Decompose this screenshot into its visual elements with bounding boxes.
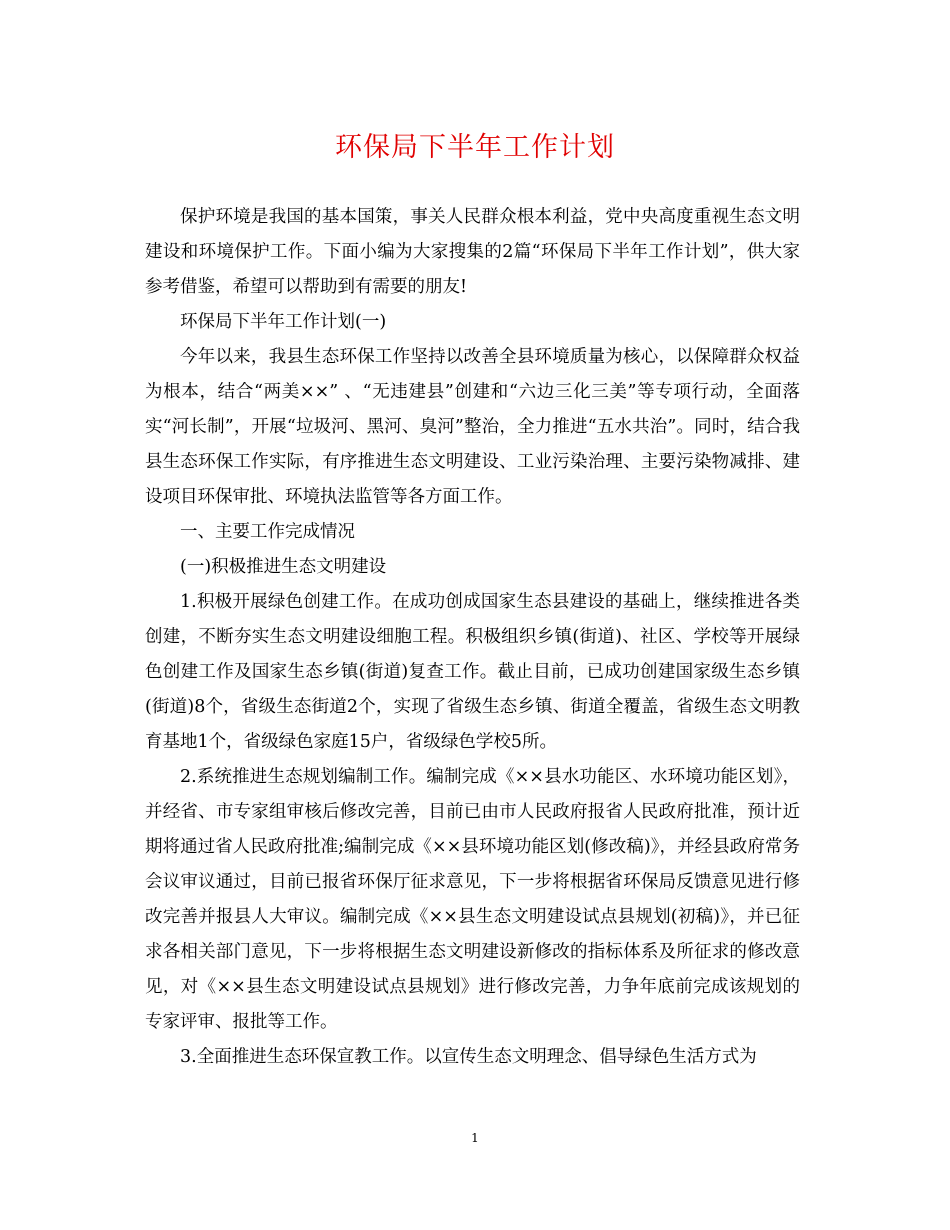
section-heading-plan-one: 环保局下半年工作计划(一): [180, 312, 387, 332]
overview-paragraph: 今年以来，我县生态环保工作坚持以改善全县环境质量为核心，以保障群众权益为根本，结合“两美××” 、“无违建县”创建和“六边三化三美”等专项行动，全面落实“河长制”，开展“垃圾河、黑河、臭河”整治，全力推进“五水共治”。同时，结合我县生态环保工作实际，有序推进生态文明建设、工业污染治理、主要污染物减排、建设项目环保审批、环境执法监管等各方面工作。: [145, 347, 800, 507]
subsection-heading-eco-civilization: (一)积极推进生态文明建设: [180, 557, 387, 577]
item-eco-planning: 2.系统推进生态规划编制工作。编制完成《××县水功能区、水环境功能区划》，并经省、市专家组审核后修改完善，目前已由市人民政府报省人民政府批准，预计近期将通过省人民政府批准;编制完成《××县环境功能区划(修改稿)》，并经县政府常务会议审议通过，目前已报省环保厅征求意见，下一步将根据省环保局反馈意见进行修改完善并报县人大审议。编制完成《××县生态文明建设试点县规划(初稿)》，并已征求各相关部门意见，下一步将根据生态文明建设新修改的指标体系及所征求的修改意见，对《××县生态文明建设试点县规划》进行修改完善，力争年底前完成该规划的专家评审、报批等工作。: [145, 767, 800, 1032]
page-number: 1: [471, 1131, 479, 1145]
item-green-creation: 1.积极开展绿色创建工作。在成功创成国家生态县建设的基础上，继续推进各类创建，不断夯实生态文明建设细胞工程。积极组织乡镇(街道)、社区、学校等开展绿色创建工作及国家生态乡镇(街道)复查工作。截止目前，已成功创建国家级生态乡镇(街道)8个，省级生态街道2个，实现了省级生态乡镇、街道全覆盖，省级生态文明教育基地1个，省级绿色家庭15户，省级绿色学校5所。: [145, 592, 800, 752]
document-title: 环保局下半年工作计划: [335, 132, 615, 163]
section-heading-main-work: 一、主要工作完成情况: [180, 522, 355, 542]
document-body: [145, 200, 800, 1075]
intro-paragraph: 保护环境是我国的基本国策，事关人民群众根本利益，党中央高度重视生态文明建设和环境保护工作。下面小编为大家搜集的2篇“环保局下半年工作计划”，供大家参考借鉴，希望可以帮助到有需要的朋友!: [145, 207, 800, 297]
item-eco-education: 3.全面推进生态环保宣教工作。以宣传生态文明理念、倡导绿色生活方式为: [180, 1047, 757, 1067]
